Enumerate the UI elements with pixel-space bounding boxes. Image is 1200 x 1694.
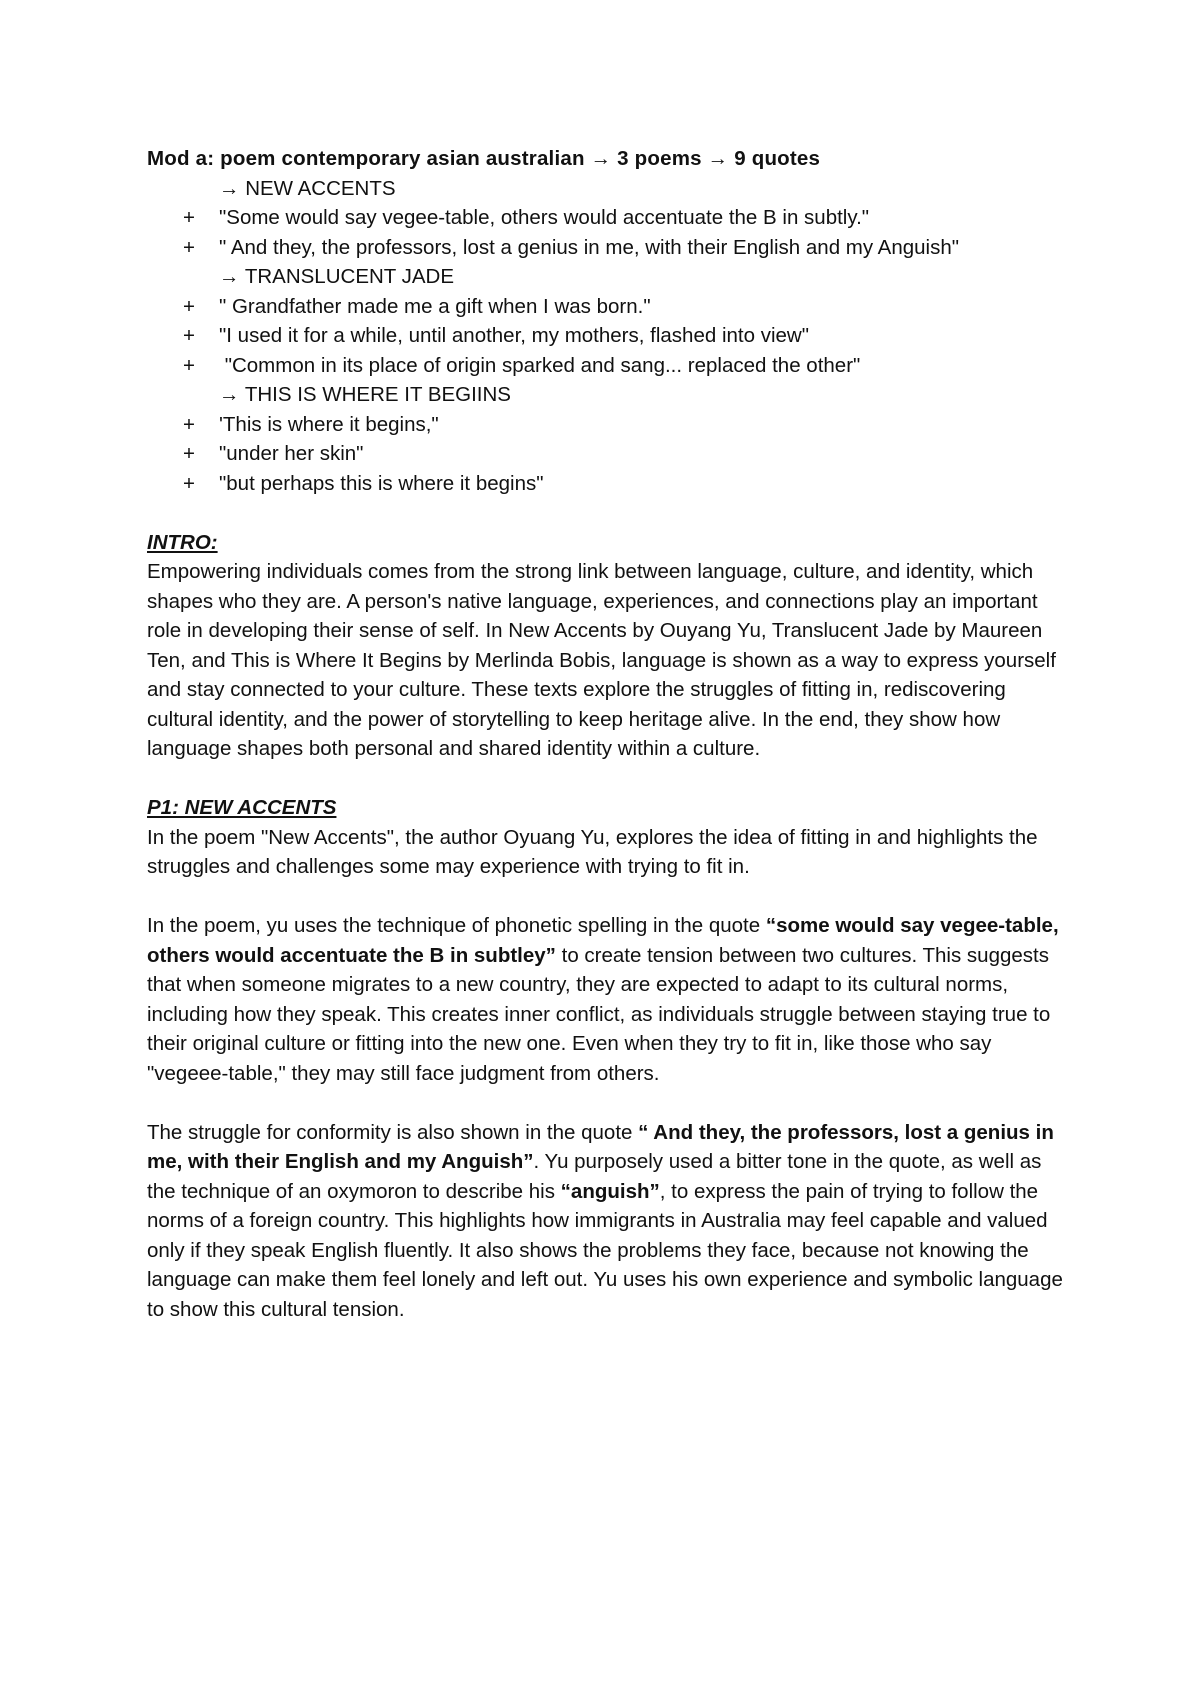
quote-text: "but perhaps this is where it begins" xyxy=(219,471,544,495)
quote-bold: “ And they, the professors, lost a genius in me, with their English and my Anguish” xyxy=(147,1120,1054,1173)
quote-item xyxy=(147,351,1067,381)
poem-title-translucent-jade: → TRANSLUCENT JADE xyxy=(219,265,455,288)
quote-text: " And they, the professors, lost a genius in me, with their English and my Anguish" xyxy=(219,235,960,259)
quote-item xyxy=(147,439,1067,469)
quote-bold: “anguish” xyxy=(560,1179,660,1203)
intro-title: INTRO: xyxy=(147,530,218,554)
paragraph-text: to create tension between two cultures. This suggests that when someone migrates to a new country, they are expected to adapt to its cultural norms, including how they speak. This creates inner conflict, as individuals struggle between staying true to their original culture or fitting into the new one. Even when they try to fit in, like those who say "vegeee-table," they may still face judgment from others. xyxy=(147,943,1051,1085)
quote-item xyxy=(147,203,1067,233)
quote-text: "under her skin" xyxy=(219,442,364,465)
spacer xyxy=(147,882,1067,912)
quote-item xyxy=(147,321,1067,351)
poem-title-new-accents: → NEW ACCENTS xyxy=(219,176,396,200)
quote-text: 'This is where it begins," xyxy=(219,412,439,436)
bullet-plus: + xyxy=(183,471,195,495)
bullet-plus: + xyxy=(183,324,195,347)
intro-paragraph: Empowering individuals comes from the strong link between language, culture, and identity, which shapes who they are. A person's native language, experiences, and connections play an important role in developing their sense of self. In New Accents by Ouyang Yu, Translucent Jade by Maureen Ten, and This is Where It Begins by Merlinda Bobis, language is shown as a way to express yourself and stay connected to your culture. These texts explore the struggles of fitting in, rediscovering cultural identity, and the power of storytelling to keep heritage alive. In the end, they show how language shapes both personal and shared identity within a culture. xyxy=(147,560,1056,760)
paragraph-text: , to express the pain of trying to follow the norms of a foreign country. This highlights how immigrants in Australia may feel capable and valued only if they speak English fluently. It also shows the problems they face, because not knowing the language can make them feel lonely and left out. Yu uses his own experience and symbolic language to show this cultural tension. xyxy=(147,1179,1063,1321)
spacer xyxy=(147,764,1067,794)
quote-item xyxy=(147,233,1067,263)
quote-text: " Grandfather made me a gift when I was born." xyxy=(219,294,651,318)
poem-title-this-is-where-it-begins: → THIS IS WHERE IT BEGIINS xyxy=(219,383,511,406)
quote-text: "Some would say vegee-table, others would accentuate the B in subtly." xyxy=(219,206,870,229)
document-page xyxy=(147,144,1067,1324)
paragraph-text: In the poem, yu uses the technique of phonetic spelling in the quote xyxy=(147,914,766,937)
p1-paragraph-2 xyxy=(147,911,1067,1088)
quote-text: "Common in its place of origin sparked and sang... replaced the other" xyxy=(219,353,861,377)
p1-paragraph-1: In the poem "New Accents", the author Oyuang Yu, explores the idea of fitting in and highlights the struggles and challenges some may experience with trying to fit in. xyxy=(147,825,1038,878)
spacer xyxy=(147,498,1067,528)
p1-paragraph-3 xyxy=(147,1118,1067,1325)
quote-item xyxy=(147,292,1067,322)
bullet-plus: + xyxy=(183,353,195,377)
p1-title: P1: NEW ACCENTS xyxy=(147,796,337,819)
document-heading: Mod a: poem contemporary asian australian → 3 poems → 9 quotes xyxy=(147,147,821,170)
paragraph-text: . Yu purposely used a bitter tone in the quote, as well as the technique of an oxymoron to describe his xyxy=(147,1150,1042,1203)
quote-text: "I used it for a while, until another, my mothers, flashed into view" xyxy=(219,324,809,347)
quote-item xyxy=(147,469,1067,499)
spacer xyxy=(147,1088,1067,1118)
bullet-plus: + xyxy=(183,206,195,229)
quote-item xyxy=(147,410,1067,440)
quote-bold: “some would say vegee-table, others would accentuate the B in subtley” xyxy=(147,914,1059,967)
bullet-plus: + xyxy=(183,442,195,465)
bullet-plus: + xyxy=(183,412,195,436)
bullet-plus: + xyxy=(183,235,195,259)
bullet-plus: + xyxy=(183,294,195,318)
paragraph-text: The struggle for conformity is also shown in the quote xyxy=(147,1120,639,1144)
